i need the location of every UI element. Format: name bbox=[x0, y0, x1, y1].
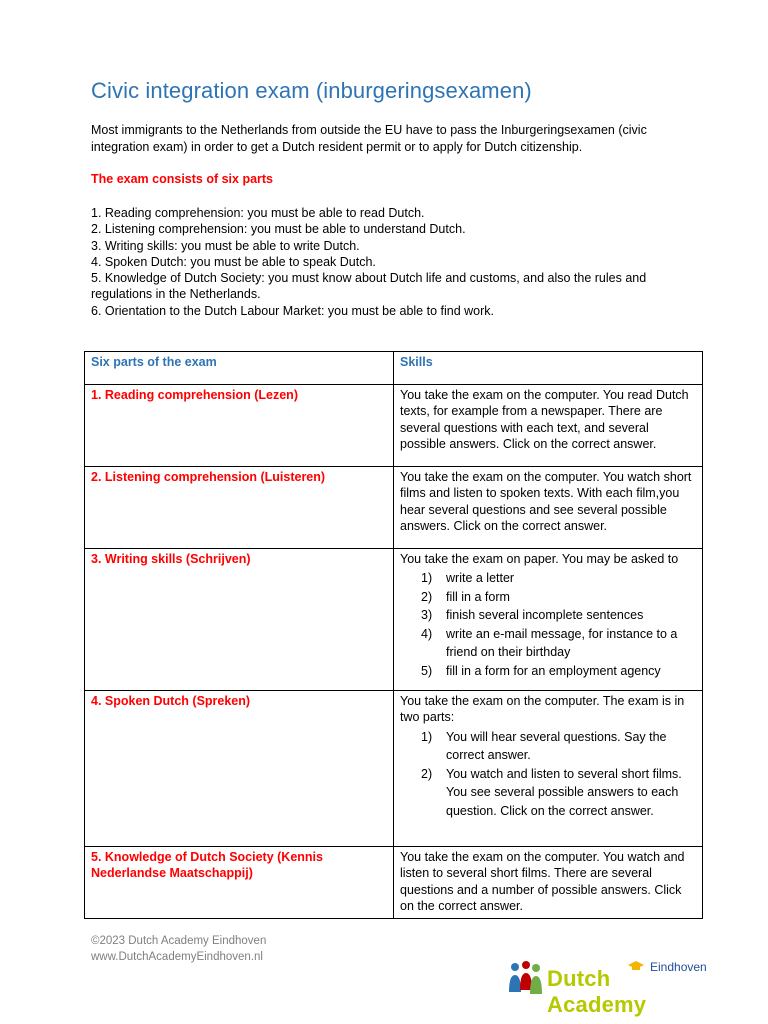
footer bbox=[91, 933, 266, 965]
table-header-row bbox=[85, 352, 703, 385]
list-item bbox=[421, 625, 696, 662]
parts-list bbox=[91, 205, 691, 319]
item-text: write an e-mail message, for instance to a friend on their birthday bbox=[446, 626, 678, 660]
list-item bbox=[421, 588, 696, 607]
item-text: write a letter bbox=[446, 571, 515, 586]
table-row bbox=[85, 467, 703, 549]
copyright: ©2023 Dutch Academy Eindhoven bbox=[91, 935, 267, 947]
item-text: You will hear several questions. Say the correct answer. bbox=[446, 729, 667, 763]
item-text: You watch and listen to several short films. You see several possible answers to each question. Click on the correct answer. bbox=[446, 766, 682, 818]
skills-cell: You take the exam on the computer. You watch short films and listen to spoken texts. With each film,you hear several questions and see several possible answers. Click on the correct answer. bbox=[394, 467, 703, 549]
intro-paragraph: Most immigrants to the Netherlands from outside the EU have to pass the Inburgeringsexamen (civic integration exam) in order to get a Dutch resident permit or to apply for Dutch citizenship. bbox=[91, 123, 647, 154]
skills-cell bbox=[394, 549, 703, 691]
item-number: 4) bbox=[421, 626, 433, 641]
part-cell: 3. Writing skills (Schrijven) bbox=[85, 549, 394, 691]
part-cell: 2. Listening comprehension (Luisteren) bbox=[85, 467, 394, 549]
list-item bbox=[421, 662, 696, 681]
part-cell: 4. Spoken Dutch (Spreken) bbox=[85, 691, 394, 847]
website-link: www.DutchAcademyEindhoven.nl bbox=[91, 951, 263, 963]
skills-intro: You take the exam on paper. You may be asked to bbox=[400, 552, 679, 566]
list-item: 3. Writing skills: you must be able to write Dutch. bbox=[91, 238, 360, 253]
people-icon bbox=[505, 958, 549, 998]
table-row bbox=[85, 847, 703, 919]
part-cell: 5. Knowledge of Dutch Society (Kennis Nederlandse Maatschappij) bbox=[85, 847, 394, 919]
list-item bbox=[421, 569, 696, 588]
list-item: 4. Spoken Dutch: you must be able to speak Dutch. bbox=[91, 254, 376, 269]
list-item bbox=[421, 606, 696, 625]
part-cell: 1. Reading comprehension (Lezen) bbox=[85, 385, 394, 467]
logo bbox=[505, 958, 715, 1017]
item-text: fill in a form bbox=[446, 589, 510, 604]
item-number: 3) bbox=[421, 608, 433, 623]
header-skills: Skills bbox=[394, 352, 703, 385]
table-row bbox=[85, 549, 703, 691]
list-item: 1. Reading comprehension: you must be able to read Dutch. bbox=[91, 206, 425, 220]
page-title: Civic integration exam (inburgeringsexamen) bbox=[91, 78, 532, 103]
skills-cell: You take the exam on the computer. You read Dutch texts, for example from a newspaper. There are several questions with each text, and several possible answers. Click on the correct answer. bbox=[394, 385, 703, 467]
consists-heading: The exam consists of six parts bbox=[91, 172, 274, 186]
logo-name: Dutch Academy bbox=[547, 966, 647, 1017]
list-item bbox=[421, 728, 696, 765]
item-number: 1) bbox=[421, 729, 433, 744]
skills-cell: You take the exam on the computer. You watch and listen to several short films. There are several questions and a number of possible answers. Click on the correct answer. bbox=[394, 847, 703, 919]
list-item: 6. Orientation to the Dutch Labour Market: you must be able to find work. bbox=[91, 303, 494, 318]
exam-parts-table bbox=[84, 351, 703, 919]
list-item: 2. Listening comprehension: you must be able to understand Dutch. bbox=[91, 222, 466, 237]
skills-intro: You take the exam on the computer. The exam is in two parts: bbox=[400, 694, 685, 725]
list-item bbox=[421, 765, 696, 821]
list-item: 5. Knowledge of Dutch Society: you must know about Dutch life and customs, and also the rules and regulations in the Netherlands. bbox=[91, 271, 647, 302]
table-row bbox=[85, 691, 703, 847]
header-parts: Six parts of the exam bbox=[85, 352, 394, 385]
spoken-parts-list bbox=[400, 728, 696, 821]
item-number: 5) bbox=[421, 663, 433, 678]
item-number: 2) bbox=[421, 766, 433, 781]
table-row bbox=[85, 385, 703, 467]
writing-tasks-list bbox=[400, 569, 696, 680]
skills-cell bbox=[394, 691, 703, 847]
item-number: 2) bbox=[421, 589, 433, 604]
item-text: fill in a form for an employment agency bbox=[446, 663, 661, 678]
item-text: finish several incomplete sentences bbox=[446, 608, 644, 623]
item-number: 1) bbox=[421, 571, 433, 586]
logo-city: Eindhoven bbox=[650, 960, 707, 974]
